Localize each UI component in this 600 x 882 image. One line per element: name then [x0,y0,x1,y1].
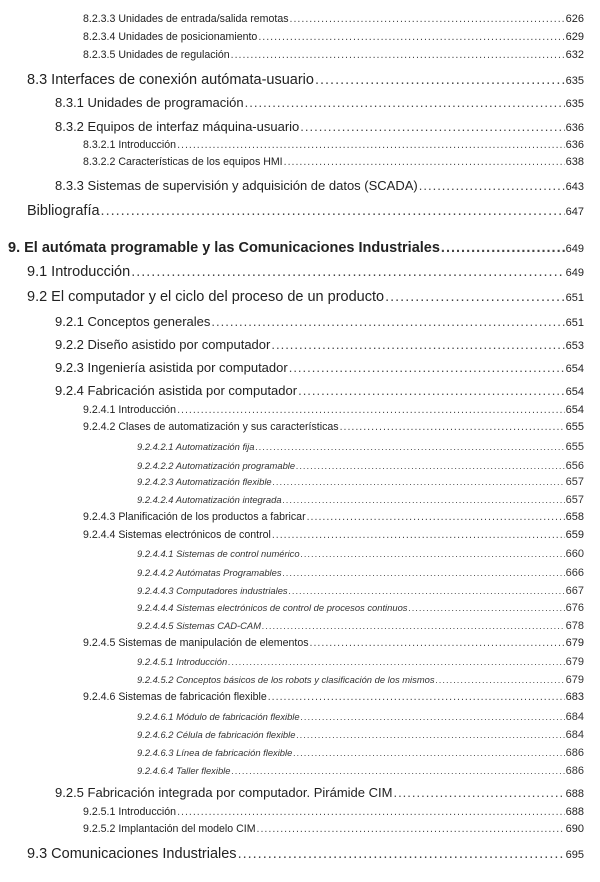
toc-entry-page: 651 [565,316,584,329]
dot-leader [211,315,564,328]
toc-entry-title: 8.3.2.2 Características de los equipos HMI [83,156,283,169]
dot-leader [268,692,565,703]
toc-entry-page: 667 [565,584,584,597]
dot-leader [301,549,565,558]
toc-entry-page: 655 [565,421,584,434]
toc-entry-title: 9.2.4.5.2 Conceptos básicos de los robots y clasificación de los mismos [137,673,435,685]
dot-leader [177,405,565,416]
toc-entry-page: 654 [565,404,584,417]
dot-leader [310,638,565,649]
toc-entry [137,748,584,759]
dot-leader [271,338,564,351]
toc-entry-title: 9.2.4.5.1 Introducción [137,655,228,667]
toc-entry-title: 9.2.4.2.1 Automatización fija [137,440,255,452]
toc-entry-title: 9.2.4.2.4 Automatización integrada [137,493,282,505]
toc-entry-page: 684 [565,728,584,741]
toc-entry [137,568,584,579]
toc-entry-page: 686 [565,746,584,759]
toc-entry [55,315,584,329]
toc-entry-title: 9.2.4.3 Planificación de los productos a fabricar [83,511,306,524]
toc-entry-title: 8.3 Interfaces de conexión autómata-usuario [27,72,314,89]
toc-entry-page: 626 [565,13,584,26]
toc-entry-page: 643 [565,180,584,193]
toc-entry-page: 683 [565,691,584,704]
dot-leader [436,675,565,684]
toc-entry [83,807,584,818]
toc-entry-page: 679 [565,655,584,668]
toc-entry-title: 9.2.4.4.1 Sistemas de control numérico [137,547,300,559]
toc-entry-title: 8.3.3 Sistemas de supervisión y adquisición de datos (SCADA) [55,177,418,193]
dot-leader [393,786,564,799]
dot-leader [101,204,565,219]
toc-entry [83,422,584,433]
toc-entry-page: 649 [565,267,584,280]
toc-entry [83,405,584,416]
toc-entry [27,73,584,88]
toc-entry [55,179,584,193]
dot-leader [298,384,565,397]
toc-entry-title: 8.3.2.1 Introducción [83,139,177,152]
toc-entry-title: 9.2.4.1 Introducción [83,404,177,417]
dot-leader [301,712,565,721]
toc-entry-title: 9.2.4.4.3 Computadores industriales [137,584,288,596]
toc-entry-page: 686 [565,764,584,777]
dot-leader [262,621,565,630]
toc-entry [137,657,584,668]
dot-leader [385,290,565,305]
dot-leader [231,50,565,61]
dot-leader [245,96,565,109]
toc-entry-page: 656 [565,459,584,472]
toc-entry-title: 9.2.5.1 Introducción [83,806,177,819]
toc-entry-page: 666 [565,566,584,579]
toc-entry [137,549,584,560]
toc-entry [137,442,584,453]
toc-entry-page: 632 [565,49,584,62]
toc-entry-title: 9.1 Introducción [27,264,131,281]
toc-entry-page: 658 [565,511,584,524]
toc-entry [27,265,584,280]
toc-entry-page: 679 [565,673,584,686]
toc-entry [137,621,584,632]
toc-entry-page: 635 [565,75,584,88]
toc-entry-title: 9.2.4.4 Sistemas electrónicos de control [83,529,271,542]
toc-entry-title: 8.2.3.5 Unidades de regulación [83,49,230,62]
dot-leader [231,766,564,775]
toc-entry [137,495,584,506]
toc-entry [8,241,584,256]
dot-leader [300,120,564,133]
toc-entry-title: 9.2.4.6 Sistemas de fabricación flexible [83,691,267,704]
toc-entry [27,847,584,862]
toc-entry [55,786,584,800]
toc-entry-page: 655 [565,440,584,453]
toc-entry [83,157,584,168]
toc-entry-title: 8.2.3.4 Unidades de posicionamiento [83,31,258,44]
toc-entry-page: 660 [565,547,584,560]
dot-leader [273,477,565,486]
toc-entry [137,730,584,741]
toc-entry-page: 679 [565,637,584,650]
toc-entry [137,586,584,597]
toc-entry-page: 638 [565,156,584,169]
toc-entry-page: 635 [565,97,584,110]
toc-entry-page: 688 [565,806,584,819]
toc-entry [83,32,584,43]
toc-entry-page: 657 [565,493,584,506]
toc-entry-page: 659 [565,529,584,542]
toc-entry [27,290,584,305]
toc-entry-title: 9.2.4.4.2 Autómatas Programables [137,566,282,578]
toc-entry-title: 9.2.2 Diseño asistido por computador [55,336,271,352]
toc-entry-page: 636 [565,121,584,134]
toc-entry-title: 9.2.4.2 Clases de automatización y sus características [83,421,339,434]
toc-entry-page: 695 [565,849,584,862]
toc-entry [83,530,584,541]
toc-entry [137,461,584,472]
toc-entry-title: 9.2.4.2.2 Automatización programable [137,459,296,471]
toc-entry-title: 9.2.4.5 Sistemas de manipulación de elementos [83,637,309,650]
toc-entry-page: 651 [565,292,584,305]
dot-leader [258,32,564,43]
toc-entry-page: 684 [565,710,584,723]
toc-entry-page: 676 [565,601,584,614]
toc-entry [83,692,584,703]
toc-entry-page: 657 [565,475,584,488]
toc-entry [55,96,584,110]
dot-leader [296,461,565,470]
dot-leader [257,824,565,835]
toc-entry-page: 678 [565,619,584,632]
toc-entry-title: Bibliografía [27,203,100,220]
toc-entry-title: 9. El autómata programable y las Comunicaciones Industriales [8,240,440,257]
dot-leader [131,265,564,280]
toc-entry-page: 654 [565,362,584,375]
toc-entry-page: 653 [565,339,584,352]
dot-leader [296,730,564,739]
toc-entry-page: 649 [565,243,584,256]
toc-entry [83,512,584,523]
toc-entry-page: 629 [565,31,584,44]
toc-entry [83,14,584,25]
toc-entry-title: 9.2 El computador y el ciclo del proceso de un producto [27,289,385,306]
toc-entry-page: 647 [565,206,584,219]
toc-entry-page: 636 [565,139,584,152]
dot-leader [177,807,565,818]
toc-entry-title: 8.3.2 Equipos de interfaz máquina-usuario [55,118,300,134]
dot-leader [408,603,564,612]
dot-leader [283,495,565,504]
dot-leader [315,73,565,88]
toc-entry-page: 690 [565,823,584,836]
toc-entry-title: 9.2.4.2.3 Automatización flexible [137,475,272,487]
toc-entry [83,140,584,151]
toc-entry-title: 9.2.1 Conceptos generales [55,313,211,329]
toc-entry [137,675,584,686]
toc-entry [83,824,584,835]
toc-entry [55,338,584,352]
dot-leader [228,657,564,666]
toc-entry [137,603,584,614]
toc-entry-title: 9.2.4.4.4 Sistemas electrónicos de control de procesos continuos [137,601,408,613]
toc-entry-title: 9.3 Comunicaciones Industriales [27,846,237,863]
toc-entry-title: 9.2.4.4.5 Sistemas CAD-CAM [137,619,261,631]
toc-entry-title: 9.2.4.6.1 Módulo de fabricación flexible [137,710,300,722]
toc-entry-title: 8.3.1 Unidades de programación [55,94,244,110]
toc-entry [55,361,584,375]
toc-entry-title: 9.2.4.6.2 Célula de fabricación flexible [137,728,296,740]
toc-entry-page: 688 [565,787,584,800]
toc-entry-title: 9.2.3 Ingeniería asistida por computador [55,359,288,375]
dot-leader [255,442,564,451]
dot-leader [284,157,565,168]
toc-entry-title: 9.2.4 Fabricación asistida por computador [55,382,298,398]
dot-leader [272,530,565,541]
toc-entry-title: 8.2.3.3 Unidades de entrada/salida remotas [83,13,289,26]
toc-entry [83,50,584,61]
dot-leader [283,568,565,577]
toc-entry [55,120,584,134]
toc-entry-title: 9.2.5 Fabricación integrada por computador. Pirámide CIM [55,784,393,800]
toc-entry-page: 654 [565,385,584,398]
dot-leader [177,140,565,151]
toc-entry [137,766,584,777]
toc-entry [55,384,584,398]
toc-entry [27,204,584,219]
dot-leader [289,361,565,374]
dot-leader [293,748,564,757]
toc-entry [137,712,584,723]
toc-entry [83,638,584,649]
dot-leader [290,14,565,25]
toc-entry-title: 9.2.4.6.3 Línea de fabricación flexible [137,746,293,758]
toc-entry-title: 9.2.4.6.4 Taller flexible [137,764,231,776]
dot-leader [419,179,565,192]
toc-entry-title: 9.2.5.2 Implantación del modelo CIM [83,823,256,836]
toc-entry [137,477,584,488]
dot-leader [340,422,565,433]
dot-leader [307,512,565,523]
dot-leader [441,241,565,256]
dot-leader [238,847,565,862]
dot-leader [289,586,565,595]
